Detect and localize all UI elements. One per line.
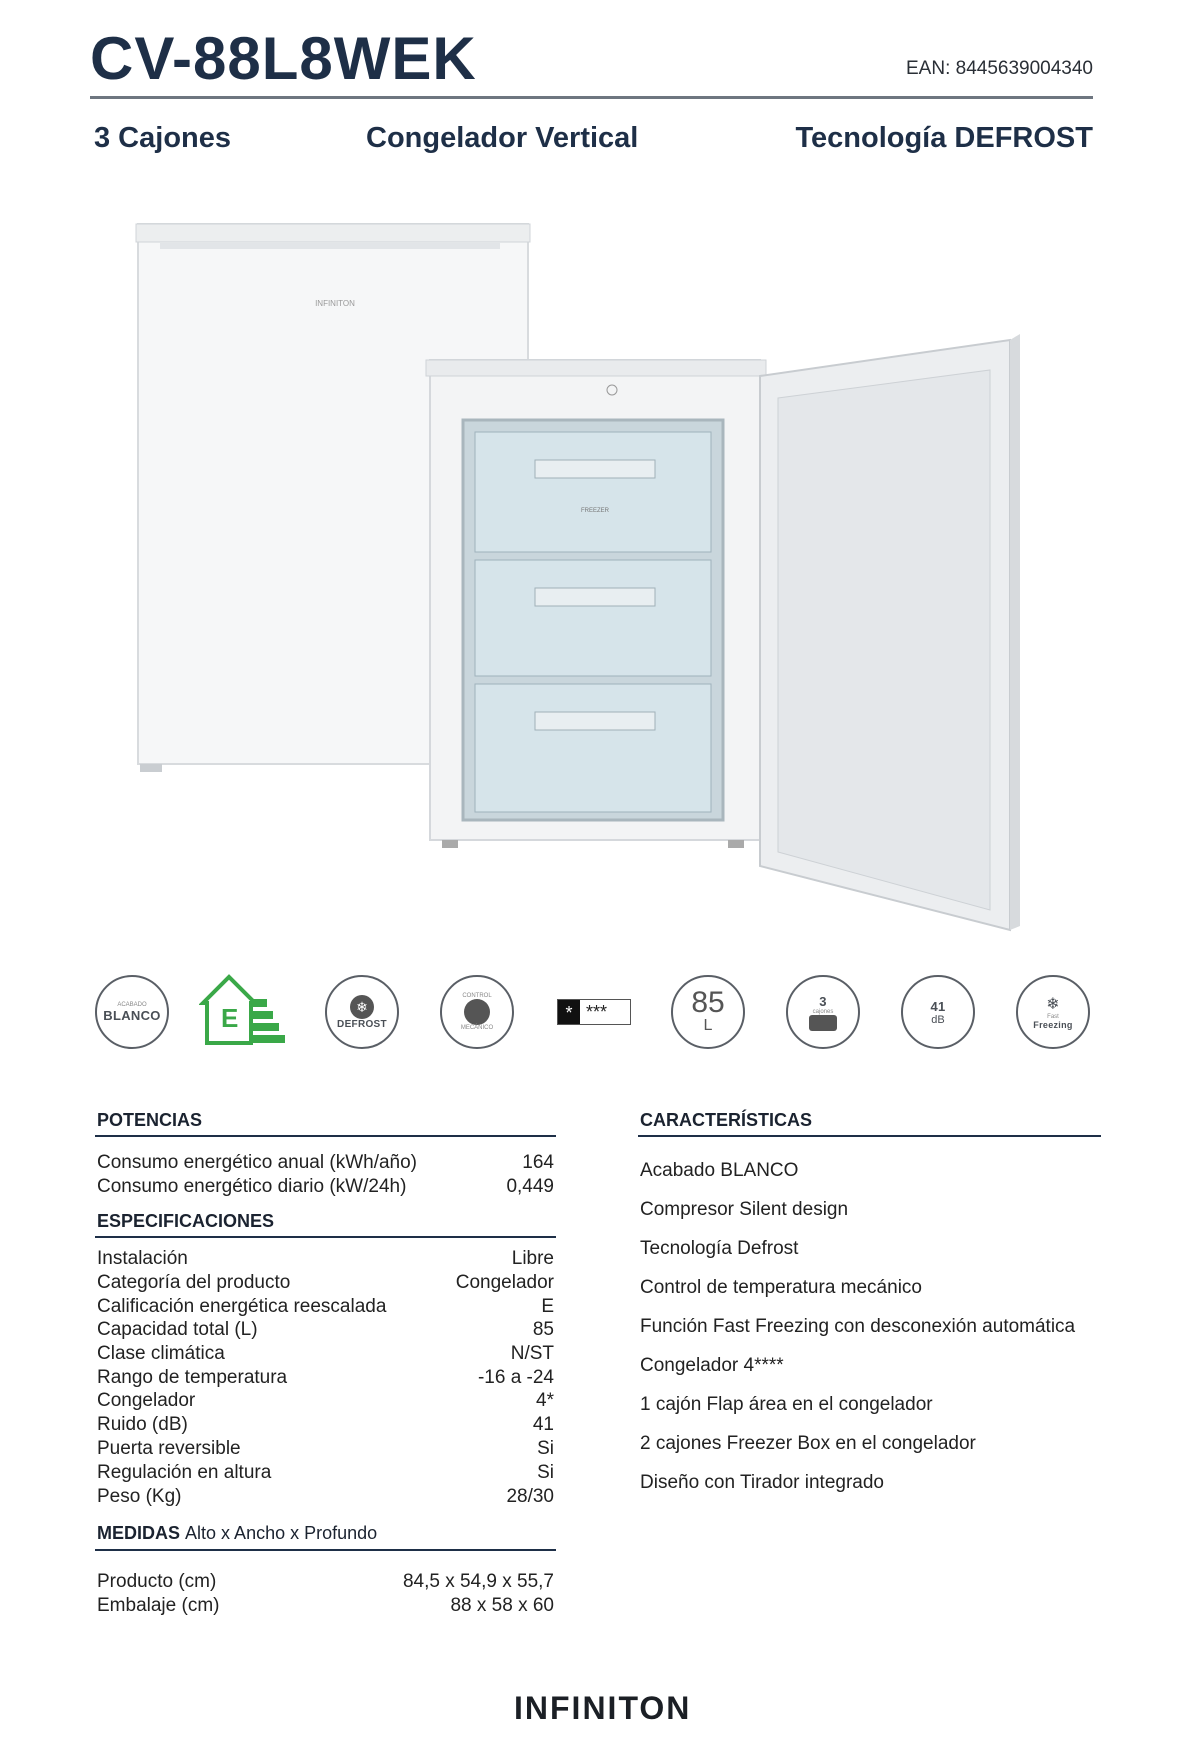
list-item: Compresor Silent design xyxy=(640,1199,849,1220)
potencias-title: POTENCIAS xyxy=(97,1110,203,1130)
table-row: Consumo energético diario (kW/24h) 0,449 xyxy=(97,1176,554,1197)
table-row: Consumo energético anual (kWh/año) 164 xyxy=(97,1152,554,1173)
medidas-subtitle: Alto x Ancho x Profundo xyxy=(185,1523,378,1543)
defrost-icon: ❄ DEFROST xyxy=(325,975,399,1049)
table-row: Puerta reversible Si xyxy=(97,1438,554,1459)
medidas-divider xyxy=(95,1549,556,1551)
freezer-open-illustration xyxy=(426,360,766,848)
list-item: 2 cajones Freezer Box en el congelador xyxy=(640,1433,976,1454)
caracteristicas-title: CARACTERÍSTICAS xyxy=(640,1110,813,1130)
finish-white-icon: ACABADO BLANCO xyxy=(95,975,169,1049)
table-row: Ruido (dB) 41 xyxy=(97,1414,554,1435)
four-star-rating-icon: * *** xyxy=(557,999,631,1025)
table-row: Congelador 4* xyxy=(97,1390,554,1411)
especificaciones-divider xyxy=(95,1236,556,1238)
list-item: Tecnología Defrost xyxy=(640,1238,799,1259)
list-item: Acabado BLANCO xyxy=(640,1160,799,1181)
list-item: 1 cajón Flap área en el congelador xyxy=(640,1394,933,1415)
medidas-title xyxy=(97,1523,377,1544)
drawer-label: FREEZER xyxy=(580,508,610,514)
list-item: Control de temperatura mecánico xyxy=(640,1277,922,1298)
feature-icons xyxy=(95,975,1095,1057)
freezer-door-illustration xyxy=(760,334,1020,930)
potencias-divider xyxy=(95,1135,556,1137)
noise-level-icon: 41 dB xyxy=(901,975,975,1049)
table-row: Regulación en altura Si xyxy=(97,1462,554,1483)
table-row: Calificación energética reescalada E xyxy=(97,1296,554,1317)
table-row: Clase climática N/ST xyxy=(97,1343,554,1364)
caracteristicas-divider xyxy=(638,1135,1101,1137)
fast-freezing-icon: ❄ Fast Freezing xyxy=(1016,975,1090,1049)
feature-drawers: 3 Cajones xyxy=(94,122,231,154)
table-row: Capacidad total (L) 85 xyxy=(97,1319,554,1340)
table-row: Embalaje (cm) 88 x 58 x 60 xyxy=(97,1595,554,1616)
table-row: Rango de temperatura -16 a -24 xyxy=(97,1367,554,1388)
header-divider xyxy=(90,96,1093,99)
brand-logo: INFINITON xyxy=(514,1690,692,1726)
energy-label-icon: E xyxy=(199,971,287,1051)
ean-code: EAN: 8445639004340 xyxy=(906,58,1093,79)
list-item: Diseño con Tirador integrado xyxy=(640,1472,884,1493)
especificaciones-title: ESPECIFICACIONES xyxy=(97,1211,275,1231)
mechanical-control-icon: CONTROL MECÁNICO xyxy=(440,975,514,1049)
list-item: Congelador 4**** xyxy=(640,1355,784,1376)
medidas-heading: MEDIDAS xyxy=(97,1523,181,1543)
table-row: Producto (cm) 84,5 x 54,9 x 55,7 xyxy=(97,1571,554,1592)
capacity-icon: 85 L xyxy=(671,975,745,1049)
table-row: Categoría del producto Congelador xyxy=(97,1272,554,1293)
table-row: Peso (Kg) 28/30 xyxy=(97,1486,554,1507)
feature-type: Congelador Vertical xyxy=(366,122,639,154)
list-item: Función Fast Freezing con desconexión automática xyxy=(640,1316,1076,1337)
model-title: CV-88L8WEK xyxy=(90,25,477,92)
brand-mark: INFINITON xyxy=(315,299,355,308)
drawers-icon: 3 cajones xyxy=(786,975,860,1049)
product-image xyxy=(130,210,1070,935)
feature-technology: Tecnología DEFROST xyxy=(795,122,1093,154)
table-row: Instalación Libre xyxy=(97,1248,554,1269)
